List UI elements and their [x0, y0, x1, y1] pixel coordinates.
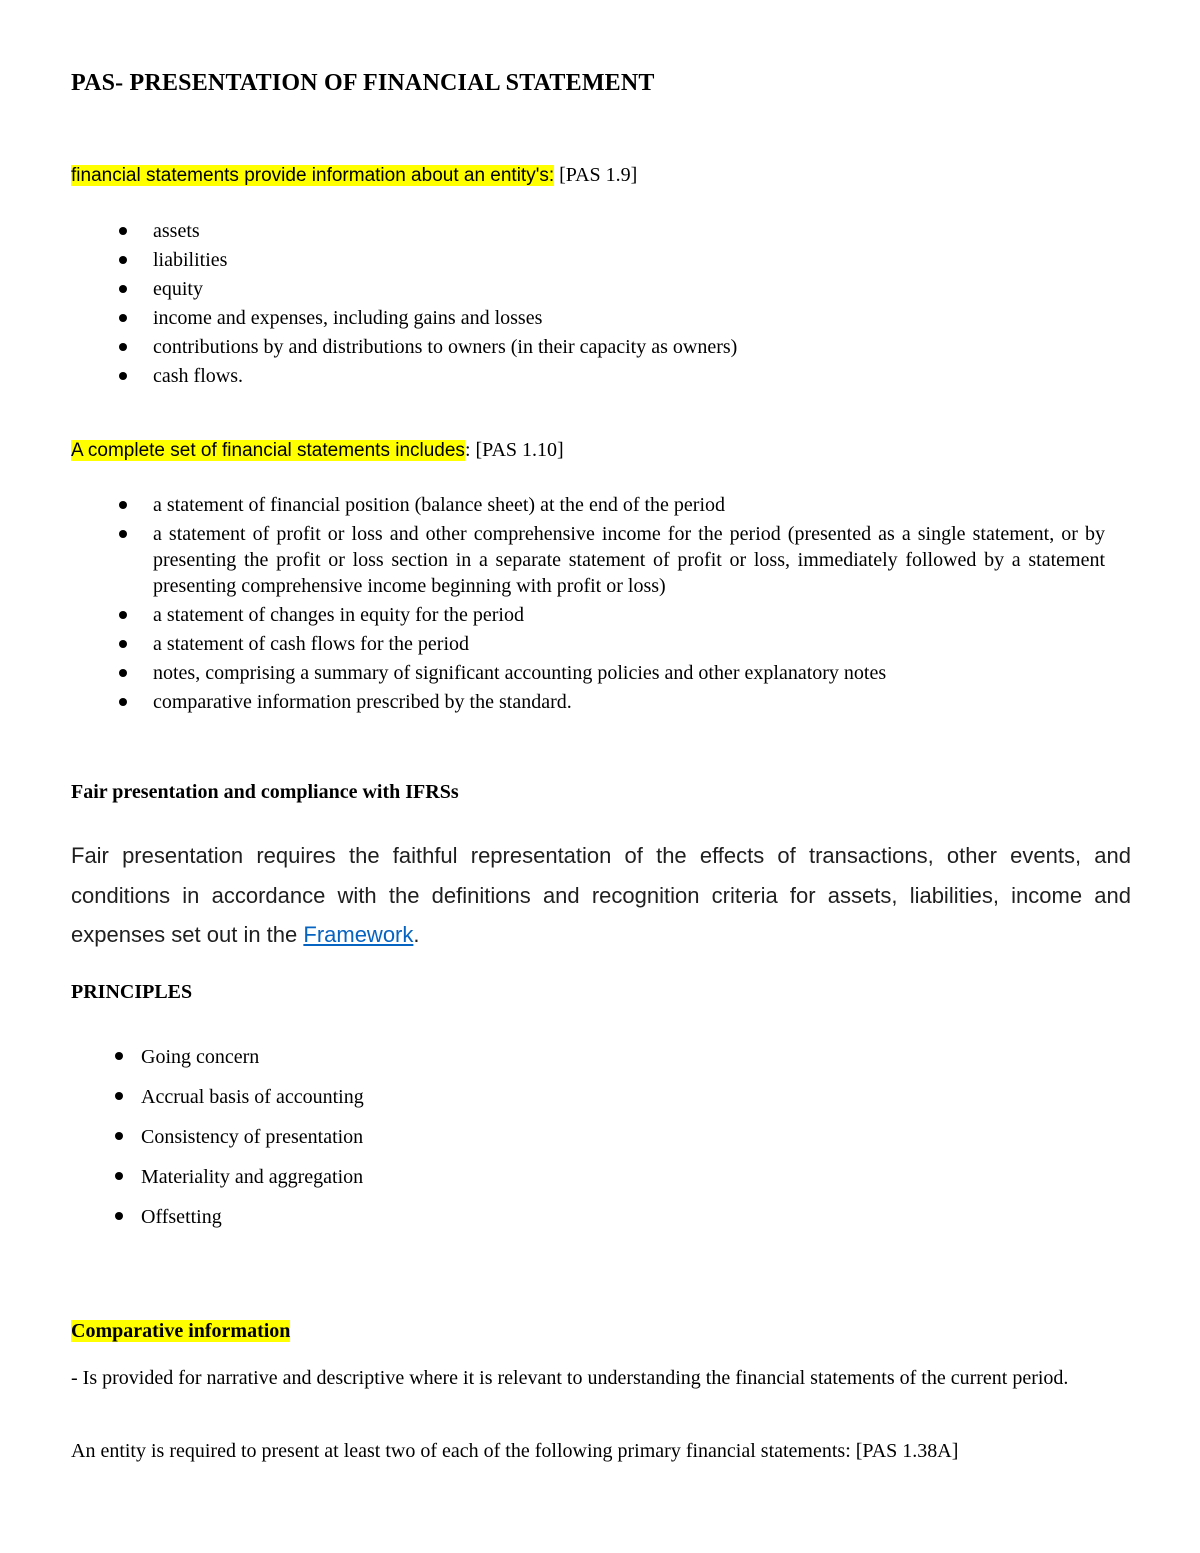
- list-item: notes, comprising a summary of significant accounting policies and other explanatory notes: [153, 660, 1105, 686]
- fair-presentation-text-end: .: [413, 922, 420, 947]
- section2-list: [153, 492, 1105, 718]
- list-item: assets: [153, 217, 737, 246]
- comparative-paragraph-2: An entity is required to present at least two of each of the following primary financial statements: [PAS 1.38A]: [71, 1440, 959, 1462]
- list-item: Going concern: [141, 1037, 364, 1077]
- fair-presentation-paragraph: [71, 836, 1131, 955]
- list-item: comparative information prescribed by the standard.: [153, 689, 1105, 715]
- list-item: Materiality and aggregation: [141, 1157, 364, 1197]
- section2-intro: [71, 439, 564, 462]
- section1-intro-highlight: financial statements provide information about an entity's:: [71, 165, 555, 186]
- fair-presentation-heading: Fair presentation and compliance with IFRSs: [71, 781, 459, 803]
- list-item: a statement of cash flows for the period: [153, 631, 1105, 657]
- comparative-paragraph-1: - Is provided for narrative and descriptive where it is relevant to understanding the financial statements of the current period.: [71, 1367, 1069, 1389]
- section1-intro: [71, 164, 637, 187]
- list-item: cash flows.: [153, 362, 737, 391]
- comparative-heading: [71, 1320, 290, 1343]
- comparative-heading-text: Comparative information: [71, 1320, 291, 1342]
- fair-presentation-text: Fair presentation requires the faithful representation of the effects of transactions, other events, and conditions in accordance with the definitions and recognition criteria for assets, liabilities, income and expenses set out in the: [71, 843, 1131, 947]
- list-item: Accrual basis of accounting: [141, 1077, 364, 1117]
- section1-intro-ref: [PAS 1.9]: [554, 164, 638, 186]
- list-item: income and expenses, including gains and losses: [153, 304, 737, 333]
- section2-intro-ref: : [PAS 1.10]: [464, 439, 564, 461]
- list-item: Consistency of presentation: [141, 1117, 364, 1157]
- list-item: contributions by and distributions to owners (in their capacity as owners): [153, 333, 737, 362]
- list-item: liabilities: [153, 246, 737, 275]
- list-item: Offsetting: [141, 1197, 364, 1237]
- page-title: PAS- PRESENTATION OF FINANCIAL STATEMENT: [71, 70, 655, 96]
- principles-heading: PRINCIPLES: [71, 981, 193, 1003]
- section1-list: [153, 217, 737, 391]
- framework-link[interactable]: Framework: [303, 922, 414, 947]
- principles-list: [141, 1037, 364, 1237]
- section2-intro-highlight: A complete set of financial statements includes: [71, 440, 465, 461]
- list-item: a statement of changes in equity for the period: [153, 602, 1105, 628]
- list-item: equity: [153, 275, 737, 304]
- list-item: a statement of profit or loss and other comprehensive income for the period (presented as a single statement, or by presenting the profit or loss section in a separate statement of profit or loss, immediately followed by a statement presenting comprehensive income beginning with profit or loss): [153, 523, 1105, 597]
- list-item: a statement of financial position (balance sheet) at the end of the period: [153, 492, 1105, 518]
